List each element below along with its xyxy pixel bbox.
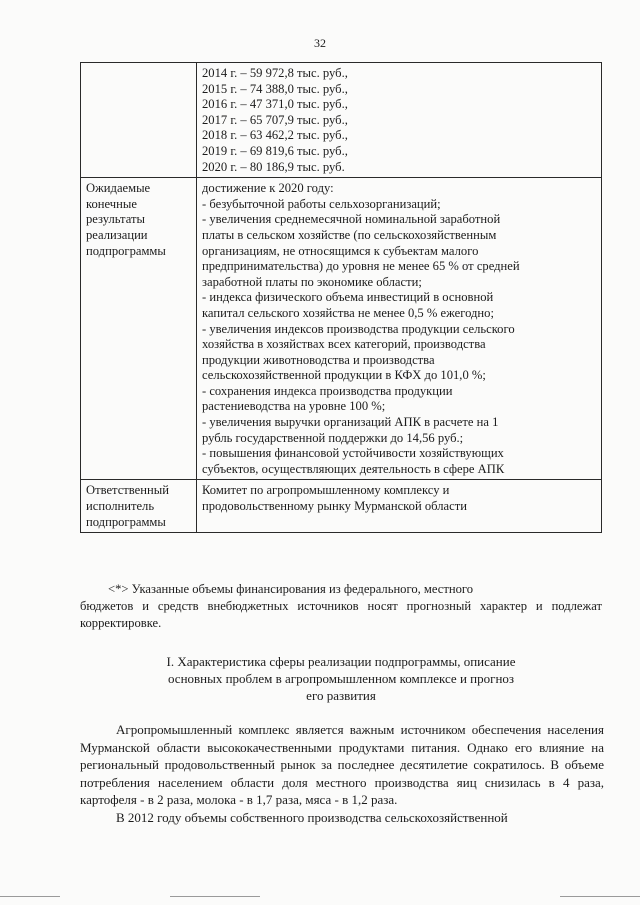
table-row-responsible: [81, 480, 602, 533]
results-line: - увеличения среднемесячной номинальной заработной: [202, 212, 501, 227]
funding-year-line: 2017 г. – 65 707,9 тыс. руб.,: [202, 112, 348, 127]
results-line: растениеводства на уровне 100 %;: [202, 399, 386, 414]
results-line: - повышения финансовой устойчивости хозяйствующих: [202, 446, 504, 461]
results-line: сельскохозяйственной продукции в КФХ до 101,0 %;: [202, 368, 486, 383]
results-line: хозяйства в хозяйствах всех категорий, производства: [202, 337, 486, 352]
responsible-label-line: Ответственный: [86, 483, 169, 498]
results-label-line: результаты: [86, 212, 145, 227]
responsible-label-cell: [81, 480, 197, 533]
scan-edge-mark: [170, 896, 260, 897]
responsible-line: Комитет по агропромышленному комплексу и: [202, 483, 450, 498]
results-line: - индекса физического объема инвестиций в основной: [202, 290, 494, 305]
scan-edge-mark: [560, 896, 640, 897]
section-heading-line: основных проблем в агропромышленном комплексе и прогноз: [167, 671, 515, 686]
responsible-line: продовольственному рынку Мурманской области: [202, 499, 467, 514]
funding-year-line: 2015 г. – 74 388,0 тыс. руб.,: [202, 81, 348, 96]
results-label-line: Ожидаемые: [86, 181, 151, 196]
responsible-value-cell: [197, 480, 602, 533]
results-label-line: конечные: [86, 196, 137, 211]
funding-year-line: 2014 г. – 59 972,8 тыс. руб.,: [202, 66, 348, 80]
funding-label-cell: [81, 63, 197, 178]
footnote-first-line: <*> Указанные объемы финансирования из федерального, местного: [108, 582, 474, 596]
funding-year-line: 2018 г. – 63 462,2 тыс. руб.,: [202, 128, 348, 143]
results-line: продукции животноводства и производства: [202, 352, 435, 367]
results-line: рубль государственной поддержки до 14,56 руб.;: [202, 430, 464, 445]
results-line: заработной платы по экономике области;: [202, 274, 422, 289]
responsible-label-line: исполнитель: [86, 499, 155, 514]
section-heading-line: I. Характеристика сферы реализации подпрограммы, описание: [166, 654, 516, 669]
results-line: - увеличения выручки организаций АПК в расчете на 1: [202, 415, 499, 430]
scan-edge-mark: [0, 896, 60, 897]
results-label-line: реализации: [86, 227, 148, 242]
page-number: 32: [314, 36, 326, 50]
funding-year-line: 2020 г. – 80 186,9 тыс. руб.: [202, 159, 345, 174]
results-line: - сохранения индекса производства продукции: [202, 383, 453, 398]
table-row-expected-results: [81, 178, 602, 480]
body-text: [80, 721, 604, 827]
footnote-rest: бюджетов и средств внебюджетных источников носят прогнозный характер и подлежат корректировке.: [80, 599, 602, 630]
body-paragraph: Агропромышленный комплекс является важным источником обеспечения населения Мурманской области высококачественными продуктами питания. Однако его влияние на региональный продовольственный рынок за последнее десятилетие сократилось. В объеме потребления населением области доля местного производства яиц снизилась в 4 раза, картофеля - в 2 раза, молока - в 1,7 раза, мяса - в 1,2 раза.: [80, 722, 604, 808]
funding-year-line: 2016 г. – 47 371,0 тыс. руб.,: [202, 97, 348, 112]
results-line: предпринимательства) до уровня не менее 65 % от средней: [202, 259, 520, 274]
table-row-funding: [81, 63, 602, 178]
results-line: достижение к 2020 году:: [202, 181, 334, 196]
funding-year-line: 2019 г. – 69 819,6 тыс. руб.,: [202, 143, 348, 158]
results-line: организациям, не относящимся к субъектам малого: [202, 243, 479, 258]
subprogram-passport-table: [80, 62, 602, 533]
results-line: капитал сельского хозяйства не менее 0,5 % ежегодно;: [202, 305, 494, 320]
results-line: - безубыточной работы сельхозорганизаций;: [202, 196, 441, 211]
section-heading-line: его развития: [306, 688, 376, 703]
results-line: платы в сельском хозяйстве (по сельскохозяйственным: [202, 227, 497, 242]
footnote: [80, 581, 602, 632]
results-line: - увеличения индексов производства продукции сельского: [202, 321, 515, 336]
results-line: субъектов, осуществляющих деятельность в сфере АПК: [202, 461, 505, 476]
results-values-cell: [197, 178, 602, 480]
body-paragraph: В 2012 году объемы собственного производства сельскохозяйственной: [116, 809, 508, 825]
responsible-label-line: подпрограммы: [86, 514, 166, 529]
section-heading: [96, 653, 586, 704]
results-label-cell: [81, 178, 197, 480]
funding-values-cell: [197, 63, 602, 178]
results-label-line: подпрограммы: [86, 243, 166, 258]
